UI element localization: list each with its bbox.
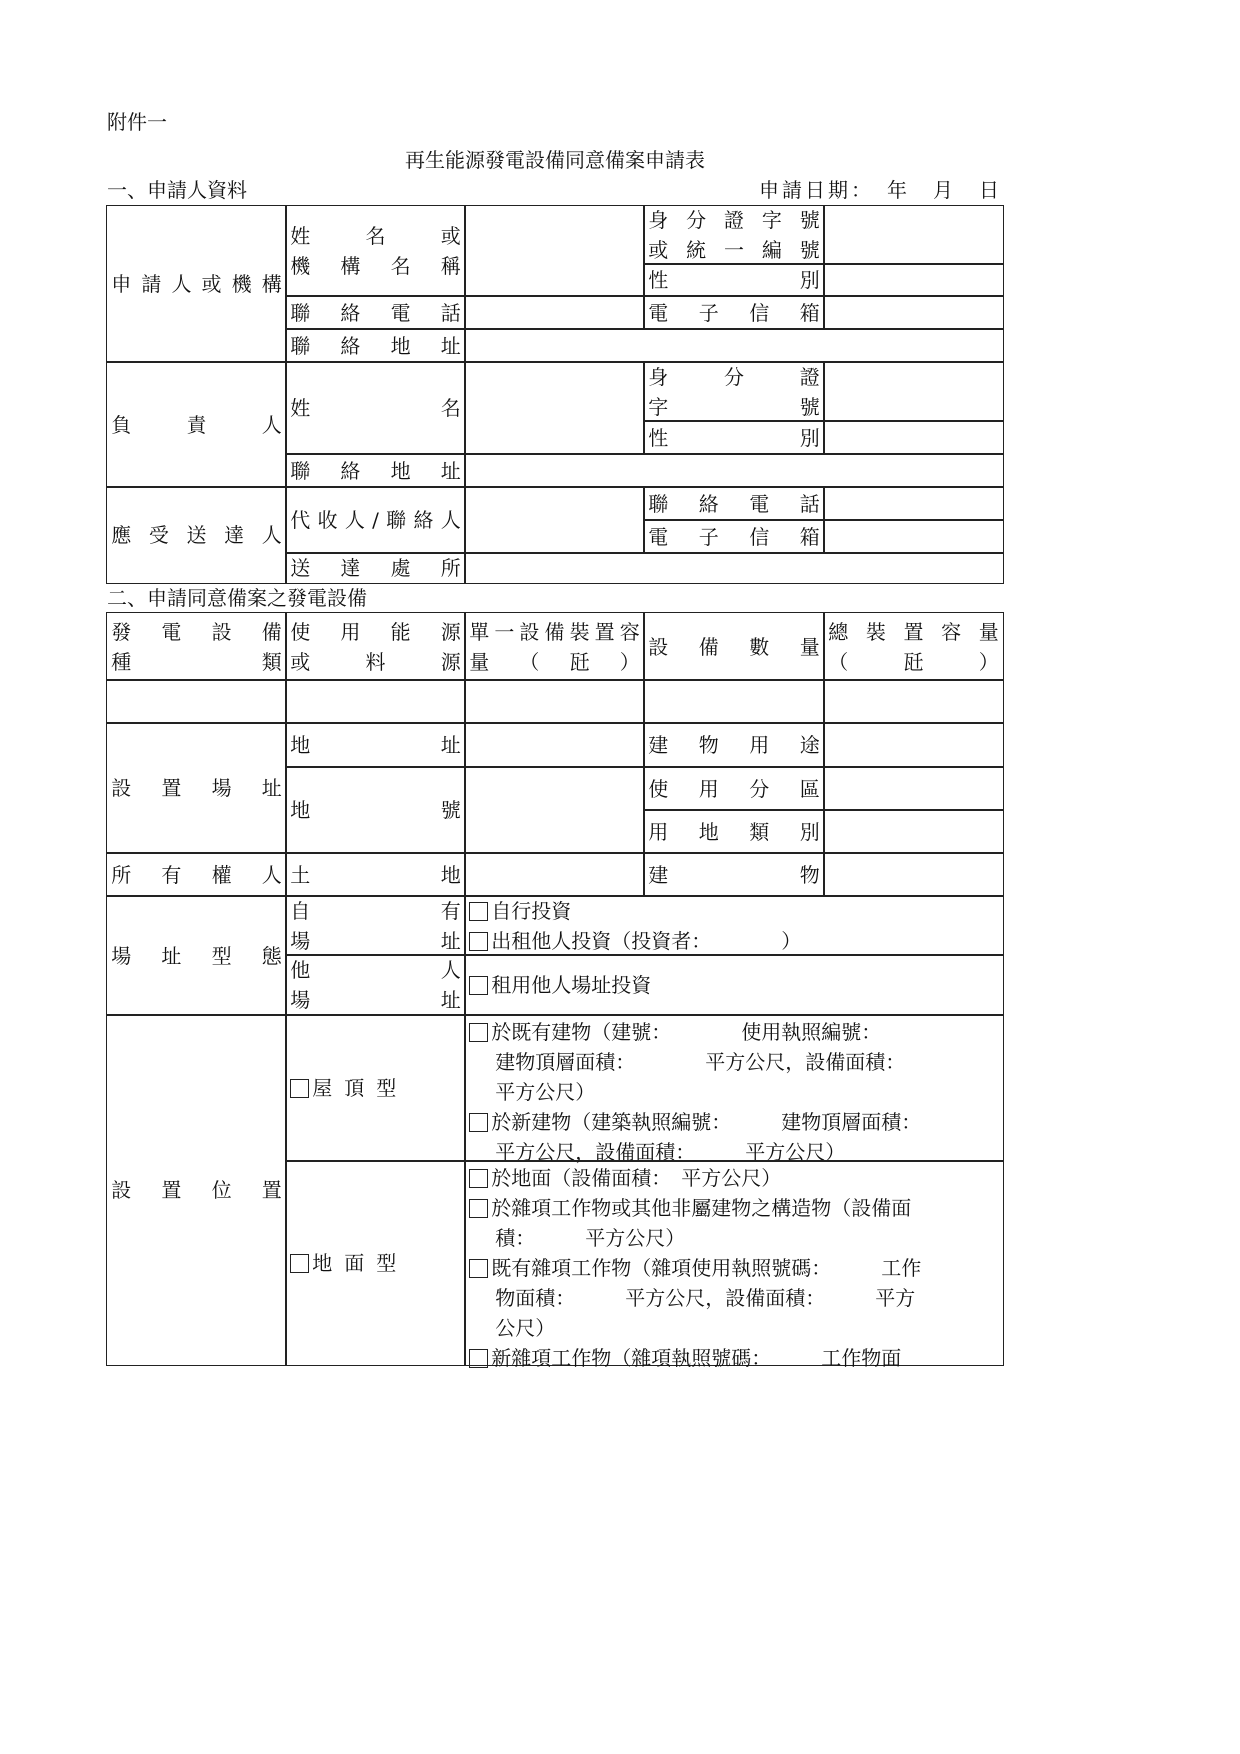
applicant-name-label: [285, 205, 466, 297]
responsible-gender-label: [643, 420, 825, 455]
land-type-field[interactable]: [823, 809, 1004, 854]
site-address-label-text: 地址: [290, 733, 461, 757]
rooftop-type: [285, 1014, 466, 1162]
recipient-place-field[interactable]: [464, 552, 1004, 584]
responsible-label: [106, 361, 287, 488]
site-address-field[interactable]: [464, 722, 645, 768]
responsible-name-field[interactable]: [464, 361, 645, 455]
applicant-name-field[interactable]: [464, 205, 645, 297]
applicant-email-label-text: 電子信箱: [648, 300, 820, 325]
applicant-id-label-text: 或統一編號: [648, 238, 820, 262]
checkbox[interactable]: [469, 1169, 488, 1188]
quantity-field[interactable]: [643, 679, 825, 724]
owner-building-label-text: 建物: [648, 862, 820, 887]
applicant-label: [106, 205, 287, 363]
header-equipment-type-text: 種類: [111, 649, 282, 674]
responsible-gender-label-text: 性別: [648, 425, 820, 450]
site-type-label: [106, 895, 287, 1016]
applicant-address-label: [285, 328, 466, 363]
header-unit-capacity-text: 單一設備裝置容: [469, 619, 640, 644]
ground-type: [285, 1160, 466, 1366]
option-label: 出租他人投資（投資者： ）: [491, 928, 802, 953]
recipient-agent-label-text: 代收人/聯絡人: [290, 508, 461, 532]
responsible-label-text: 負責人: [111, 412, 282, 437]
responsible-id-label: [643, 361, 825, 422]
option-label: 自行投資: [491, 898, 572, 923]
option-2-line: [469, 1283, 999, 1313]
owner-building-label: [643, 852, 825, 897]
attachment-label: 附件一: [107, 110, 167, 134]
other-site-label-text: 他人: [290, 958, 461, 982]
option-1-line[interactable]: [469, 1193, 999, 1223]
owner-building-field[interactable]: [823, 852, 1004, 897]
applicant-gender-field[interactable]: [823, 263, 1004, 297]
zoning-label-text: 使用分區: [648, 776, 820, 801]
rooftop-type-option[interactable]: [290, 1073, 461, 1103]
checkbox[interactable]: [290, 1254, 309, 1273]
lot-number-label: [285, 766, 466, 854]
own-site-label: [285, 895, 466, 956]
owner-land-label: [285, 852, 466, 897]
option-text: 平方公尺）: [495, 1080, 596, 1105]
checkbox[interactable]: [469, 1199, 488, 1218]
option-0-line[interactable]: [469, 1163, 999, 1193]
header-quantity: [643, 612, 825, 681]
option-text: 新雜項工作物（雜項執照號碼： 工作物面: [491, 1346, 902, 1371]
checkbox[interactable]: [469, 1023, 488, 1042]
owner-land-label-text: 土地: [290, 862, 461, 887]
unit-capacity-field[interactable]: [464, 679, 645, 724]
responsible-address-field[interactable]: [464, 453, 1004, 488]
section1-heading: 一、申請人資料: [107, 178, 247, 202]
checkbox[interactable]: [469, 1259, 488, 1278]
recipient-email-field[interactable]: [823, 519, 1004, 554]
site-type-label-text: 場址型態: [111, 943, 282, 968]
option-1-line: [469, 1223, 999, 1253]
header-total-capacity: [823, 612, 1004, 681]
option-3-line[interactable]: [469, 1343, 999, 1373]
option-1-line[interactable]: [469, 1107, 999, 1137]
applicant-phone-label: [285, 295, 466, 330]
energy-source-field[interactable]: [285, 679, 466, 724]
header-unit-capacity: [464, 612, 645, 681]
building-use-label: [643, 722, 825, 768]
option-0-line: [469, 1077, 999, 1107]
zoning-field[interactable]: [823, 766, 1004, 811]
applicant-address-label-text: 聯絡地址: [290, 333, 461, 358]
option-text: 建物頂層面積： 平方公尺，設備面積：: [495, 1050, 906, 1075]
location-label-text: 設置位置: [111, 1178, 282, 1202]
option-text: 於雜項工作物或其他非屬建物之構造物（設備面: [491, 1196, 912, 1221]
owner-land-field[interactable]: [464, 852, 645, 897]
recipient-phone-label-text: 聯絡電話: [648, 491, 820, 516]
option-0[interactable]: [469, 970, 999, 1000]
option-label: 租用他人場址投資: [491, 973, 652, 997]
recipient-phone-label: [643, 486, 825, 521]
header-equipment-type: [106, 612, 287, 681]
section2-heading: 二、申請同意備案之發電設備: [107, 586, 367, 610]
building-use-label-text: 建物用途: [648, 733, 820, 757]
other-site-options: [464, 954, 1004, 1016]
header-energy-source-text: 或料源: [290, 649, 461, 674]
responsible-name-label-text: 姓名: [290, 396, 461, 420]
option-1[interactable]: [469, 926, 999, 956]
rooftop-type-label: 屋頂型: [312, 1076, 409, 1100]
other-site-label: [285, 954, 466, 1016]
ground-type-option[interactable]: [290, 1248, 461, 1278]
option-0-line[interactable]: [469, 1017, 999, 1047]
site-address-label: [285, 722, 466, 768]
equipment-type-field[interactable]: [106, 679, 287, 724]
responsible-id-label-text: 身分證: [648, 364, 820, 389]
option-text: 既有雜項工作物（雜項使用執照號碼： 工作: [491, 1256, 922, 1281]
recipient-phone-field[interactable]: [823, 486, 1004, 521]
site-label: [106, 722, 287, 854]
header-unit-capacity-text: 量（瓩）: [469, 649, 640, 674]
site-label-text: 設置場址: [111, 776, 282, 800]
applicant-name-label-text: 姓名或: [290, 224, 461, 248]
header-equipment-type-text: 發電設備: [111, 619, 282, 644]
zoning-label: [643, 766, 825, 811]
applicant-id-field[interactable]: [823, 205, 1004, 265]
option-text: 於地面（設備面積： 平方公尺）: [491, 1166, 782, 1191]
applicant-label-text: 申請人或機構: [111, 272, 282, 296]
checkbox[interactable]: [469, 976, 488, 995]
recipient-place-label: [285, 552, 466, 584]
owner-label-text: 所有權人: [111, 862, 282, 887]
option-text: 平方公尺，設備面積： 平方公尺）: [495, 1140, 846, 1165]
checkbox[interactable]: [290, 1079, 309, 1098]
application-date: 申請日期： 年 月 日: [759, 178, 1002, 202]
header-quantity-text: 設備數量: [648, 634, 820, 659]
recipient-label: [106, 486, 287, 584]
option-text: 於既有建物（建號： 使用執照編號：: [491, 1020, 882, 1045]
applicant-gender-label: [643, 263, 825, 297]
option-text: 於新建物（建築執照編號： 建物頂層面積：: [491, 1110, 922, 1135]
responsible-id-label-text: 字號: [648, 394, 820, 419]
checkbox[interactable]: [469, 932, 488, 951]
applicant-email-label: [643, 295, 825, 330]
land-type-label-text: 用地類別: [648, 819, 820, 844]
header-total-capacity-text: 總裝置容量: [828, 619, 999, 644]
lot-number-field[interactable]: [464, 766, 645, 854]
responsible-address-label-text: 聯絡地址: [290, 458, 461, 483]
own-site-label-text: 場址: [290, 928, 461, 953]
recipient-place-label-text: 送達處所: [290, 556, 461, 580]
recipient-agent-field[interactable]: [464, 486, 645, 554]
ground-type-label: 地面型: [312, 1251, 409, 1275]
recipient-email-label-text: 電子信箱: [648, 524, 820, 549]
responsible-gender-field[interactable]: [823, 420, 1004, 455]
land-type-label: [643, 809, 825, 854]
applicant-phone-label-text: 聯絡電話: [290, 300, 461, 325]
ground-options: [464, 1160, 1004, 1371]
option-0[interactable]: [469, 896, 999, 926]
option-text: 公尺）: [495, 1316, 556, 1341]
other-site-label-text: 場址: [290, 988, 461, 1012]
lot-number-label-text: 地號: [290, 798, 461, 822]
checkbox[interactable]: [469, 1349, 488, 1368]
location-label: [106, 1014, 287, 1366]
form-title: 再生能源發電設備同意備案申請表: [405, 148, 705, 172]
header-total-capacity-text: （瓩）: [828, 649, 999, 674]
applicant-gender-label-text: 性別: [648, 268, 820, 292]
option-2-line[interactable]: [469, 1253, 999, 1283]
applicant-name-label-text: 機構名稱: [290, 254, 461, 278]
applicant-email-field[interactable]: [823, 295, 1004, 330]
responsible-address-label: [285, 453, 466, 488]
total-capacity-field[interactable]: [823, 679, 1004, 724]
recipient-agent-label: [285, 486, 466, 554]
header-energy-source: [285, 612, 466, 681]
option-0-line: [469, 1047, 999, 1077]
owner-label: [106, 852, 287, 897]
responsible-name-label: [285, 361, 466, 455]
recipient-label-text: 應受送達人: [111, 523, 282, 547]
applicant-phone-field[interactable]: [464, 295, 645, 330]
applicant-id-label: [643, 205, 825, 265]
checkbox[interactable]: [469, 1113, 488, 1132]
option-2-line: [469, 1313, 999, 1343]
own-site-label-text: 自有: [290, 898, 461, 923]
option-text: 物面積： 平方公尺，設備面積： 平方: [495, 1286, 916, 1311]
applicant-id-label-text: 身分證字號: [648, 208, 820, 232]
recipient-email-label: [643, 519, 825, 554]
rooftop-options: [464, 1014, 1004, 1165]
own-site-options: [464, 895, 1004, 956]
header-energy-source-text: 使用能源: [290, 619, 461, 644]
option-text: 積： 平方公尺）: [495, 1226, 686, 1251]
applicant-address-field[interactable]: [464, 328, 1004, 363]
checkbox[interactable]: [469, 902, 488, 921]
responsible-id-field[interactable]: [823, 361, 1004, 422]
building-use-field[interactable]: [823, 722, 1004, 768]
